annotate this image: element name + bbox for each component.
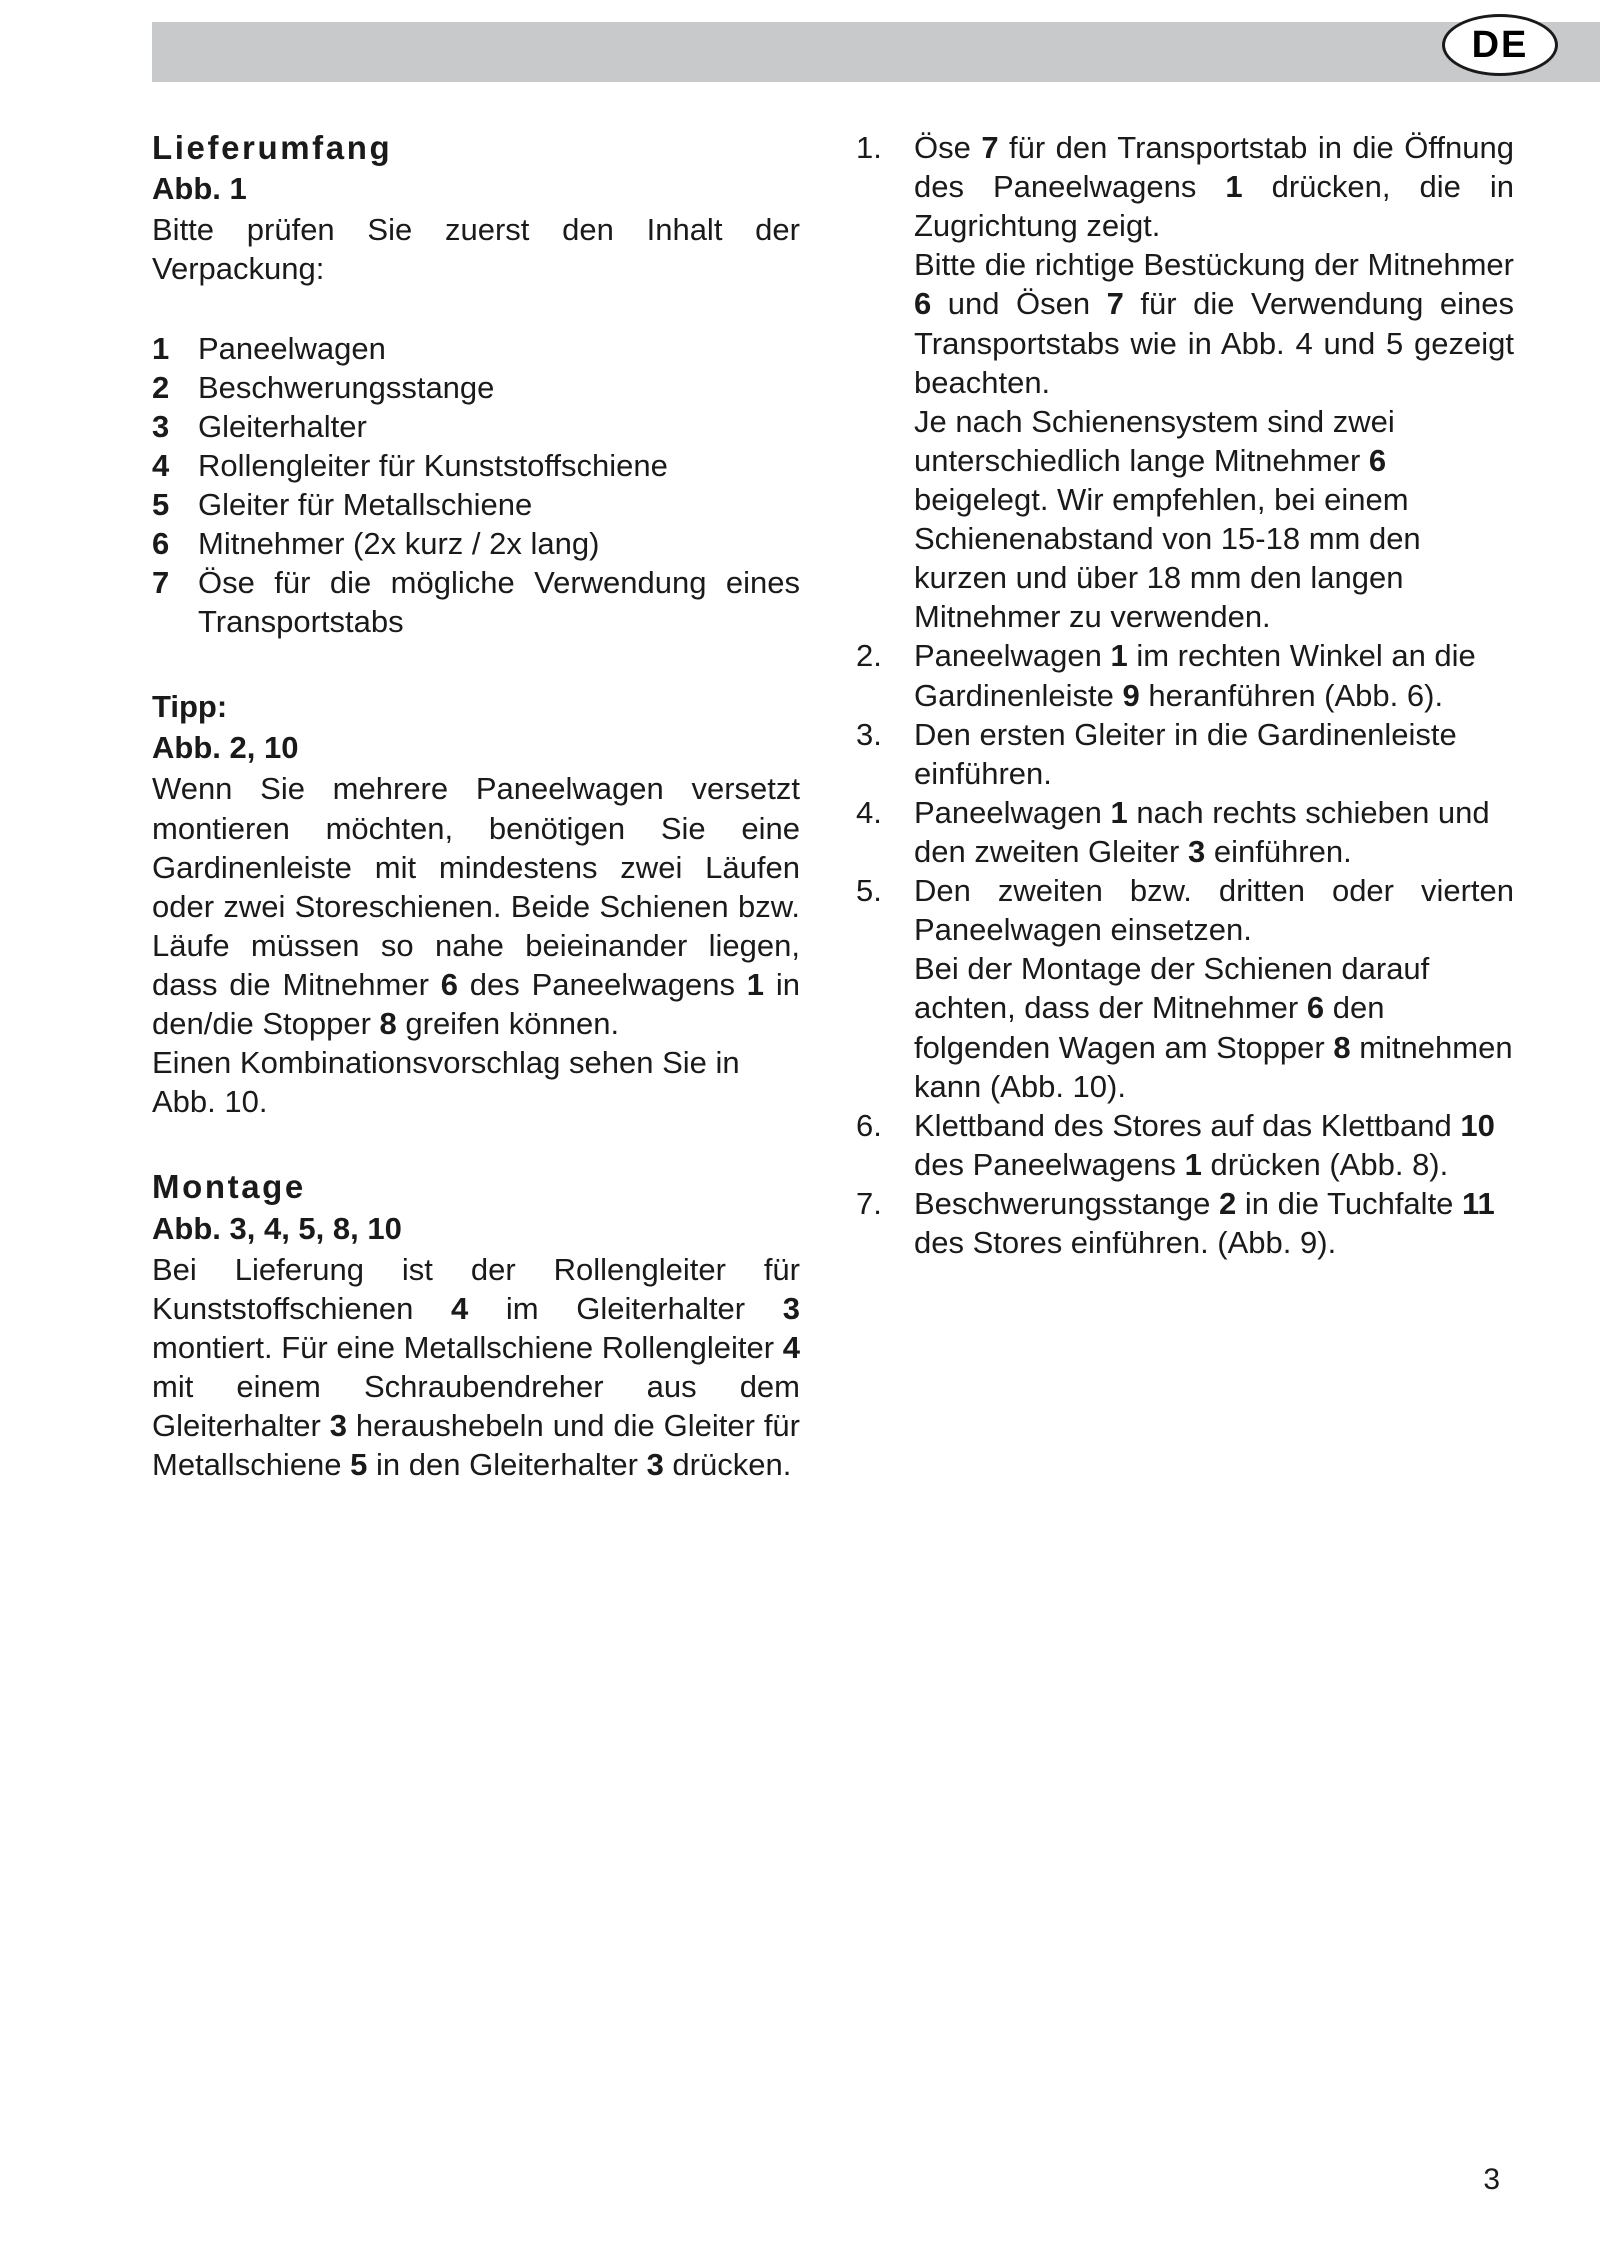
assembly-step bbox=[856, 793, 1514, 871]
assembly-step-body bbox=[914, 636, 1514, 714]
part-label: Beschwerungsstange bbox=[198, 369, 495, 405]
parts-list-item bbox=[152, 446, 800, 485]
assembly-step-paragraph: Je nach Schienensystem sind zwei unterschiedlich lange Mitnehmer 6 beigelegt. Wir empfehlen, bei einem Schienenabstand von 15-18 mm den kurzen und über 18 mm den langen Mitnehmer zu verwenden. bbox=[914, 403, 1421, 635]
assembly-step-paragraph: Bei der Montage der Schienen darauf achten, dass der Mitnehmer 6 den folgenden Wagen am Stopper 8 mitnehmen kann (Abb. 10). bbox=[914, 951, 1513, 1104]
page-content bbox=[152, 128, 1514, 1484]
section-title-tipp: Tipp: bbox=[152, 689, 228, 725]
assembly-step-paragraph: Klettband des Stores auf das Klettband 10 des Paneelwagens 1 drücken (Abb. 8). bbox=[914, 1107, 1495, 1182]
lieferumfang-intro: Bitte prüfen Sie zuerst den Inhalt der Verpackung: bbox=[152, 212, 800, 287]
assembly-step-paragraph: Den zweiten bzw. dritten oder vierten Paneelwagen einsetzen. bbox=[914, 873, 1514, 948]
assembly-step-paragraph: Bitte die richtige Bestückung der Mitnehmer 6 und Ösen 7 für die Verwendung eines Transportstabs wie in Abb. 4 und 5 gezeigt beachten. bbox=[914, 247, 1515, 400]
assembly-step-body bbox=[914, 871, 1514, 1106]
assembly-step bbox=[856, 636, 1514, 714]
right-column bbox=[856, 128, 1514, 1484]
language-badge bbox=[1442, 14, 1558, 76]
parts-list-item bbox=[152, 524, 800, 563]
figure-ref-montage: Abb. 3, 4, 5, 8, 10 bbox=[152, 1210, 402, 1246]
figure-ref-lieferumfang: Abb. 1 bbox=[152, 171, 247, 207]
assembly-step bbox=[856, 1184, 1514, 1262]
part-number: 7 bbox=[152, 565, 170, 601]
assembly-step-number: 5. bbox=[856, 873, 882, 909]
montage-paragraph-1: Bei Lieferung ist der Rollengleiter für Kunststoffschienen 4 im Gleiterhalter 3 montiert. Für eine Metallschiene Rollengleiter 4 mit einem Schraubendreher aus dem Gleiterhalter 3 heraushebeln und die Gleiter für Metallschiene 5 in den Gleiterhalter 3 drücken. bbox=[152, 1251, 801, 1483]
assembly-step-body bbox=[914, 128, 1514, 636]
assembly-step-body bbox=[914, 1106, 1514, 1184]
language-badge-label: DE bbox=[1471, 24, 1529, 66]
part-label: Gleiterhalter bbox=[198, 408, 367, 444]
part-label: Mitnehmer (2x kurz / 2x lang) bbox=[198, 526, 600, 562]
assembly-step-body bbox=[914, 715, 1514, 793]
assembly-step bbox=[856, 1106, 1514, 1184]
tipp-paragraph-1: Wenn Sie mehrere Paneelwagen versetzt montieren möchten, benötigen Sie eine Gardinenleiste mit mindestens zwei Läufen oder zwei Storeschienen. Beide Schienen bzw. Läufe müssen so nahe beieinander liegen, dass die Mitnehmer 6 des Paneelwagens 1 in den/die Stopper 8 greifen können. bbox=[152, 771, 800, 1042]
tipp-paragraph-2: Einen Kombinationsvorschlag sehen Sie in Abb. 10. bbox=[152, 1045, 740, 1120]
page-number: 3 bbox=[1483, 2163, 1500, 2196]
assembly-step bbox=[856, 128, 1514, 636]
part-number: 4 bbox=[152, 447, 170, 483]
parts-list-item bbox=[152, 407, 800, 446]
section-title-montage: Montage bbox=[152, 1168, 306, 1206]
assembly-step-number: 4. bbox=[856, 794, 882, 830]
left-column bbox=[152, 128, 800, 1484]
part-number: 3 bbox=[152, 408, 170, 444]
parts-list bbox=[152, 329, 800, 642]
part-label: Paneelwagen bbox=[198, 330, 386, 366]
assembly-step-paragraph: Den ersten Gleiter in die Gardinenleiste einführen. bbox=[914, 716, 1457, 791]
parts-list-item bbox=[152, 485, 800, 524]
assembly-step-paragraph: Paneelwagen 1 im rechten Winkel an die Gardinenleiste 9 heranführen (Abb. 6). bbox=[914, 638, 1476, 713]
part-number: 5 bbox=[152, 486, 170, 522]
assembly-step-number: 7. bbox=[856, 1185, 882, 1221]
part-number: 1 bbox=[152, 330, 170, 366]
assembly-step-paragraph: Paneelwagen 1 nach rechts schieben und den zweiten Gleiter 3 einführen. bbox=[914, 794, 1490, 869]
assembly-step-body bbox=[914, 1184, 1514, 1262]
spacer bbox=[152, 1121, 800, 1167]
header-band bbox=[152, 22, 1600, 82]
assembly-step-paragraph: Öse 7 für den Transportstab in die Öffnung des Paneelwagens 1 drücken, die in Zugrichtung zeigt. bbox=[914, 130, 1514, 244]
parts-list-item bbox=[152, 563, 800, 641]
part-label: Gleiter für Metallschiene bbox=[198, 486, 533, 522]
assembly-step-number: 3. bbox=[856, 716, 882, 752]
assembly-step-number: 1. bbox=[856, 130, 882, 165]
section-title-lieferumfang: Lieferumfang bbox=[152, 129, 393, 166]
spacer bbox=[152, 641, 800, 687]
assembly-step bbox=[856, 715, 1514, 793]
part-label: Öse für die mögliche Verwendung eines Transportstabs bbox=[198, 565, 800, 640]
part-label: Rollengleiter für Kunststoffschiene bbox=[198, 447, 668, 483]
parts-list-item bbox=[152, 368, 800, 407]
assembly-steps-list bbox=[856, 128, 1514, 1262]
assembly-step bbox=[856, 871, 1514, 1106]
parts-list-item bbox=[152, 329, 800, 368]
spacer bbox=[152, 289, 800, 327]
figure-ref-tipp: Abb. 2, 10 bbox=[152, 730, 299, 766]
assembly-step-number: 6. bbox=[856, 1107, 882, 1143]
part-number: 6 bbox=[152, 526, 170, 562]
part-number: 2 bbox=[152, 369, 170, 405]
assembly-step-paragraph: Beschwerungsstange 2 in die Tuchfalte 11 des Stores einführen. (Abb. 9). bbox=[914, 1185, 1495, 1261]
assembly-step-number: 2. bbox=[856, 638, 882, 674]
assembly-step-body bbox=[914, 793, 1514, 871]
